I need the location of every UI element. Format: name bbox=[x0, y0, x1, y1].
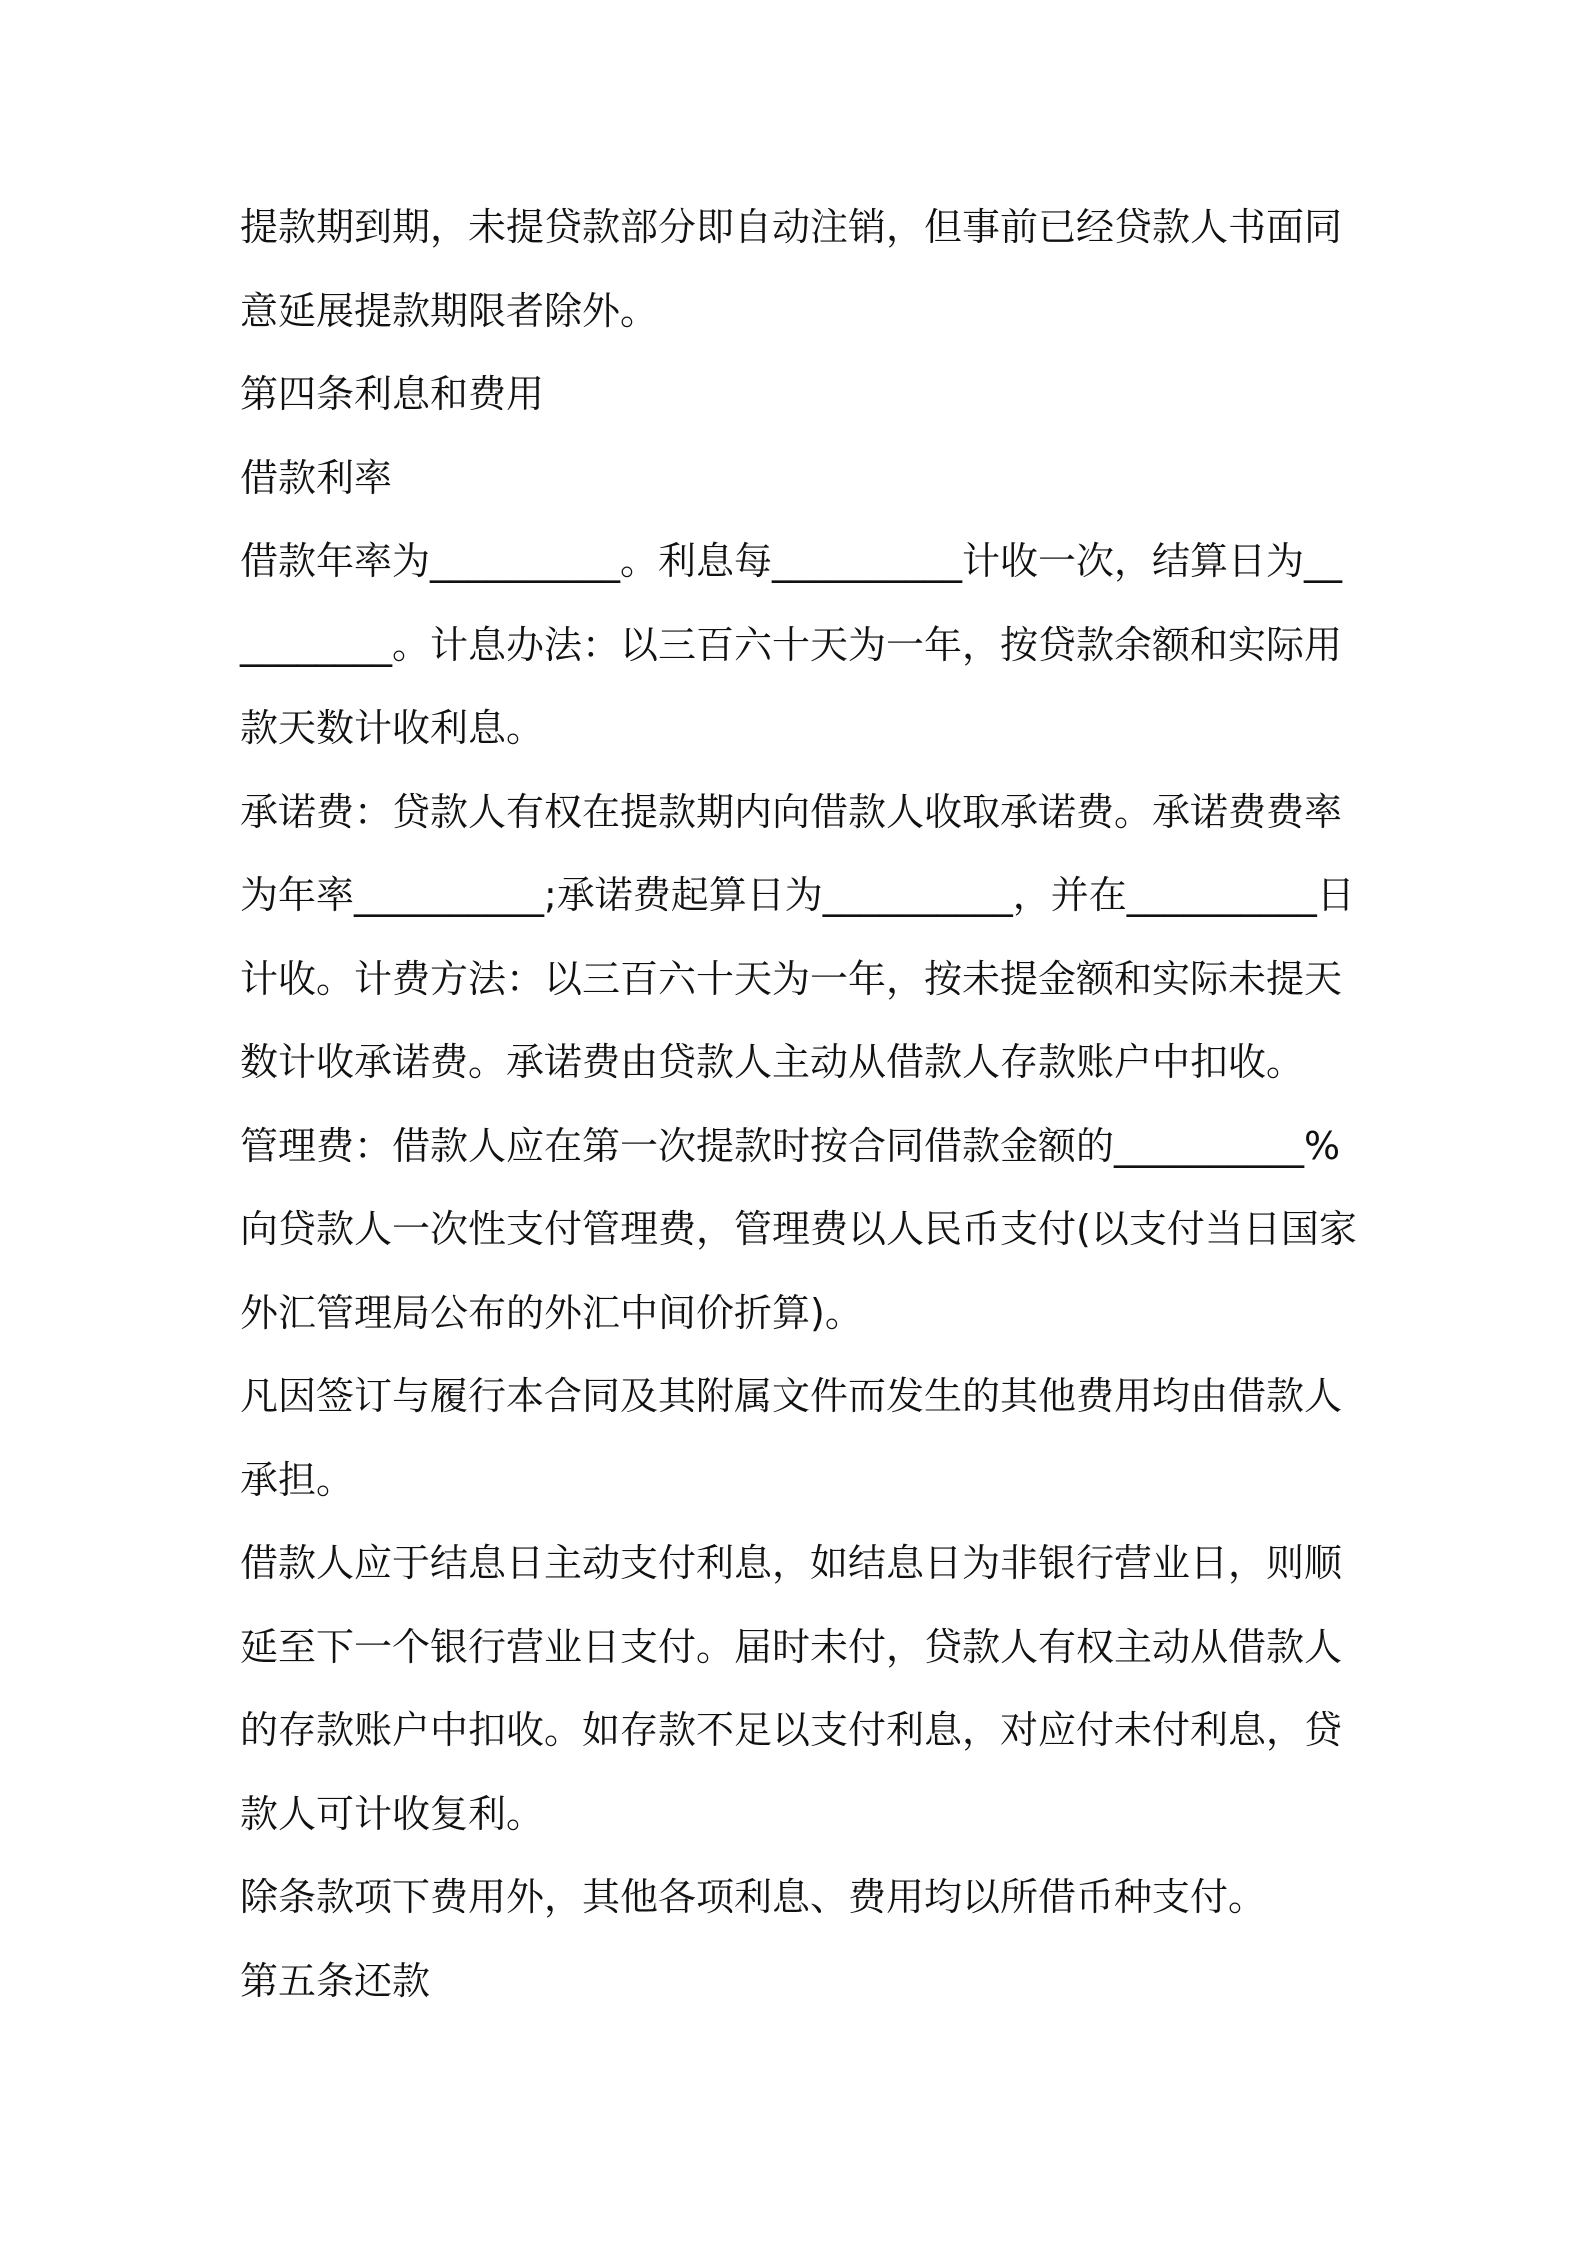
paragraph-other-fees: 凡因签订与履行本合同及其附属文件而发生的其他费用均由借款人承担。 bbox=[240, 1374, 1343, 1502]
paragraph-currency: 除条款项下费用外，其他各项利息、费用均以所借币种支付。 bbox=[240, 1875, 1267, 1919]
paragraph-annual-rate: 借款年率为__________。利息每__________计收一次，结算日为__________。计息办法：以三百六十天为一年，按贷款余额和实际用款天数计收利息。 bbox=[240, 539, 1343, 750]
paragraph-management-fee: 管理费：借款人应在第一次提款时按合同借款金额的__________%向贷款人一次性支付管理费，管理费以人民币支付(以支付当日国家外汇管理局公布的外汇中间价折算)。 bbox=[240, 1123, 1357, 1335]
paragraph-drawdown-expiry: 提款期到期，未提贷款部分即自动注销，但事前已经贷款人书面同意延展提款期限者除外。 bbox=[240, 205, 1343, 333]
paragraph-commitment-fee: 承诺费：贷款人有权在提款期内向借款人收取承诺费。承诺费费率为年率__________;承诺费起算日为__________，并在__________日计收。计费方法：以三百六十天为一年，按未提金额和实际未提天数计收承诺费。承诺费由贷款人主动从借款人存款账户中扣收。 bbox=[240, 789, 1355, 1084]
paragraph-interest-payment: 借款人应于结息日主动支付利息，如结息日为非银行营业日，则顺延至下一个银行营业日支付。届时未付，贷款人有权主动从借款人的存款账户中扣收。如存款不足以支付利息，对应付未付利息，贷款人可计收复利。 bbox=[240, 1541, 1343, 1836]
document-body bbox=[240, 186, 1360, 2023]
heading-article-4: 第四条利息和费用 bbox=[240, 372, 545, 416]
heading-loan-rate: 借款利率 bbox=[240, 455, 393, 500]
heading-article-5: 第五条还款 bbox=[240, 1958, 431, 2003]
